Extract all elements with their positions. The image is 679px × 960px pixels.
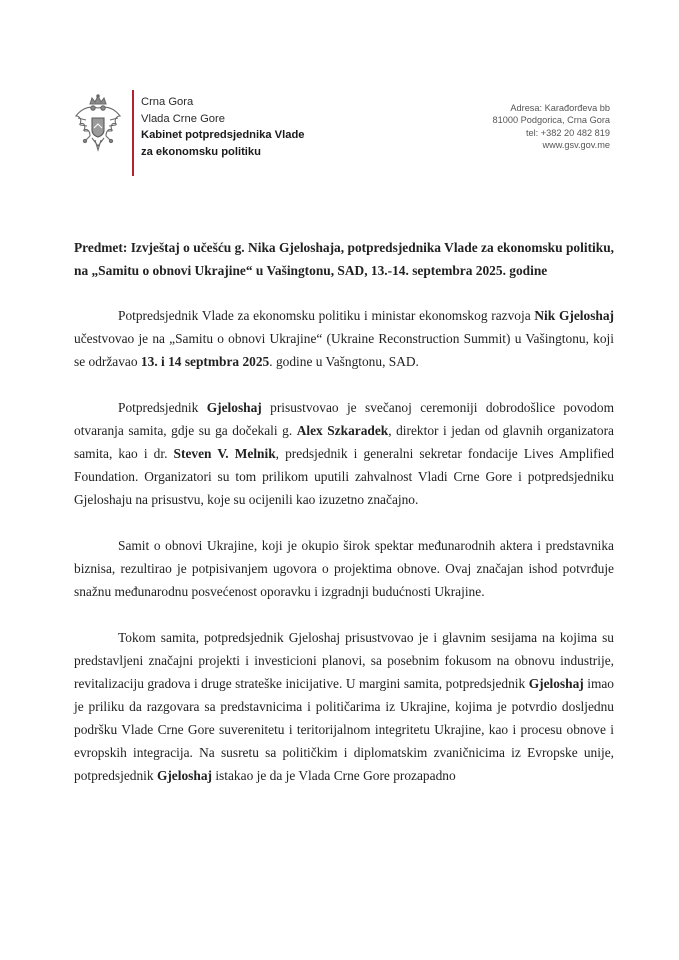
cabinet-name-line1: Kabinet potpredsjednika Vlade [141, 129, 305, 142]
coat-of-arms-icon [70, 94, 126, 156]
paragraph-4: Tokom samita, potpredsjednik Gjeloshaj prisustvovao je i glavnim sesijama na kojima su predstavljeni značajni projekti i investicioni planovi, sa posebnim fokusom na obnovu industrije, revitalizaciju gradova i druge strateške inicijative. U margini samita, potpredsjednik Gjeloshaj imao je priliku da razgovara sa predstavnicima i političarima iz Ukrajine, kojima je potvrdio dosljednu podršku Vlade Crne Gore suverenitetu i teritorijalnom integritetu Ukrajine, kao i procesu obnove i evropskih integracija. Na susretu sa političkim i diplomatskim zvaničnicima iz Evropske unije, potpredsjednik Gjeloshaj istakao je da je Vlada Crne Gore prozapadno [74, 630, 615, 783]
paragraph-2: Potpredsjednik Gjeloshaj prisustvovao je svečanoj ceremoniji dobrodošlice povodom otvaranja samita, gdje su ga dočekali g. Alex Szkaradek, direktor i jedan od glavnih organizatora samita, kao i dr. Steven V. Melnik, predsjednik i generalni sekretar fondacije Lives Amplified Foundation. Organizatori su tom prilikom uputili zahvalnost Vladi Crne Gore i potpredsjedniku Gjeloshaju na prisustvu, koje su ocijenili kao izuzetno značajno. [74, 400, 614, 507]
organization-block [141, 94, 305, 160]
address-website: www.gsv.gov.me [542, 140, 610, 151]
letterhead [70, 88, 610, 188]
address-phone: tel: +382 20 482 819 [525, 127, 610, 138]
subject-line: Predmet: Izvještaj o učešću g. Nika Gjeloshaja, potpredsjednika Vlade za ekonomsku politiku, na „Samitu o obnovi Ukrajine“ u Vašingtonu, SAD, 13.-14. septembra 2025. godine [74, 240, 614, 278]
country-name: Crna Gora [141, 96, 194, 108]
document-body [74, 236, 614, 810]
address-block [493, 102, 610, 152]
paragraph-1: Potpredsjednik Vlade za ekonomsku politiku i ministar ekonomskog razvoja Nik Gjeloshaj učestvovao je na „Samitu o obnovi Ukrajine“ (Ukraine Reconstruction Summit) u Vašingtonu, koji se održavao 13. i 14 septmbra 2025. godine u Vašngtonu, SAD. [74, 308, 615, 369]
header-divider [132, 90, 134, 176]
paragraph-3: Samit o obnovi Ukrajine, koji je okupio širok spektar međunarodnih aktera i predstavnika biznisa, rezultirao je potpisivanjem ugovora o projektima obnove. Ovaj značajan ishod potvrđuje snažnu međunarodnu posvećenost oporavku i izgradnji budućnosti Ukrajine. [74, 538, 614, 599]
government-name: Vlada Crne Gore [141, 112, 225, 125]
cabinet-name-line2: za ekonomsku politiku [141, 145, 261, 158]
address-street: Adresa: Karađorđeva bb [510, 103, 610, 113]
address-city: 81000 Podgorica, Crna Gora [492, 115, 610, 126]
